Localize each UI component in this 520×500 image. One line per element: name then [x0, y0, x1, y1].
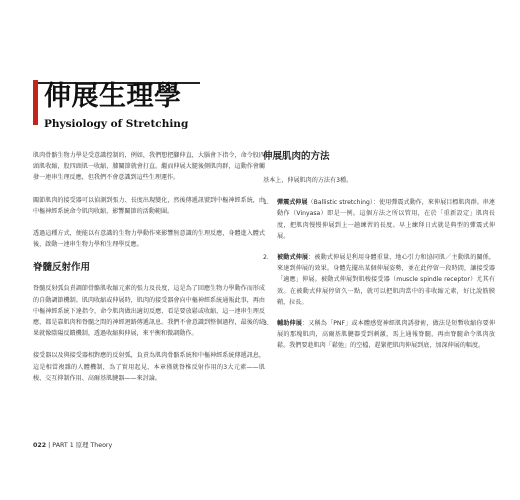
chapter-title: 伸展生理學 [44, 81, 182, 112]
list-term: 輔助伸展 [277, 320, 302, 328]
part-label: PART 1 原理 Theory [52, 442, 113, 449]
list-text: （Ballistic stretching）：使用彈震式動作，來伸展目標肌肉群。串連動作（Vinyasa）即是一例。這個方法之所以管用，在於「重新設定」肌肉長度，把肌肉慢慢伸展到上一趟練習的長度。早上練拜日式就是典型的彈震式伸展。 [277, 199, 496, 240]
list-text: ：被動式伸展是利用身體重量、地心引力和協同肌／主動肌的關係，來達到伸展的效果。身體先擺出某個伸展姿勢，並在此停留一段時間，讓接受器「適應」伸展。被動式伸展對肌梭接受器（muscle spindle receptor）尤其有效。在被動式伸展停留久一點，就可以把肌肉當中的非收縮元素，好比說筋膜鞘，拉長。 [277, 254, 496, 306]
body-paragraph: 脊髓反射弧負責調節骨骼肌收縮元素的張力及長度，這是為了回應生物力學動作而形成的自動調節機制。肌肉收縮或伸展時，肌肉的接受器會向中樞神經系統通報此事，再由中樞神經系統下達指令，命令肌肉做出適切反應，看是要放鬆或收縮，這一連串生理反應，都是靠肌肉和脊髓之間的神經迴路傳遞訊息。我們不會意識到整個過程，最後的結果就像陰陽反饋機制，透過收縮與伸展，來平衡和微調動作。 [33, 285, 265, 338]
footer-separator: | [48, 442, 53, 449]
body-paragraph: 接受器以及與接受器相對應的反射弧，負責為肌肉骨骼系統和中樞神經系統傳遞訊息，這是相當複雜的人體機制，為了實用起見，本章僅就脊椎反射作用的3大元素——肌梭、交互抑制作用、高爾基肌腱器——來討論。 [33, 352, 265, 382]
title-accent-bar [33, 80, 38, 125]
list-number: 1. [263, 199, 269, 207]
left-column [33, 150, 265, 395]
list-item [263, 252, 495, 308]
list-item [263, 318, 495, 352]
chapter-subtitle: Physiology of Stretching [44, 118, 189, 130]
list-number: 2. [263, 254, 269, 262]
page-number: 022 [33, 442, 47, 449]
intro-paragraph: 基本上，伸展肌肉的方法有3種。 [263, 177, 353, 184]
list-text: ：又稱為「PNF」或本體感覺神經肌肉誘發術，做法是短暫收縮你要伸展的那塊肌肉，高爾基肌腱器受到刺激，馬上通報脊髓，再由脊髓命令肌肉放鬆。我們要趁肌肉「鬆弛」的空檔，趕緊把肌肉伸展到底，加深伸展的幅度。 [277, 320, 495, 350]
body-paragraph: 透過這種方式，便能以有意識的生物力學動作來影響無意識的生理反應，身體進入體式後，啟動一連串生物力學和生理學反應。 [33, 230, 265, 249]
section-heading-methods: 伸展肌肉的方法 [263, 151, 330, 162]
list-number: 3. [263, 320, 269, 328]
section-heading-reflex: 脊髓反射作用 [33, 262, 91, 274]
list-item [263, 197, 495, 242]
page-footer [33, 440, 112, 449]
list-term: 彈震式伸展 [277, 199, 308, 207]
body-paragraph: 肌肉骨骼生物力學是受意識控制的，例如，我們想把腳伸直，大腦會下指令，命令股四頭肌收縮，股四頭肌一收縮，膝關節就會打直。繼而伸展大腿後側肌肉群，這動作會觸發一連串生理反應，但我們不會意識到這些生理運作。 [33, 152, 265, 182]
stretch-method-list [263, 197, 495, 351]
right-column [263, 150, 495, 362]
body-paragraph: 關節肌肉的接受器可以偵測到張力、長度出現變化，然後傳遞訊號到中樞神經系統，由中樞神經系統命令肌肉收縮，影響關節的活動範圍。 [33, 196, 265, 215]
list-term: 被動式伸展 [277, 254, 309, 262]
